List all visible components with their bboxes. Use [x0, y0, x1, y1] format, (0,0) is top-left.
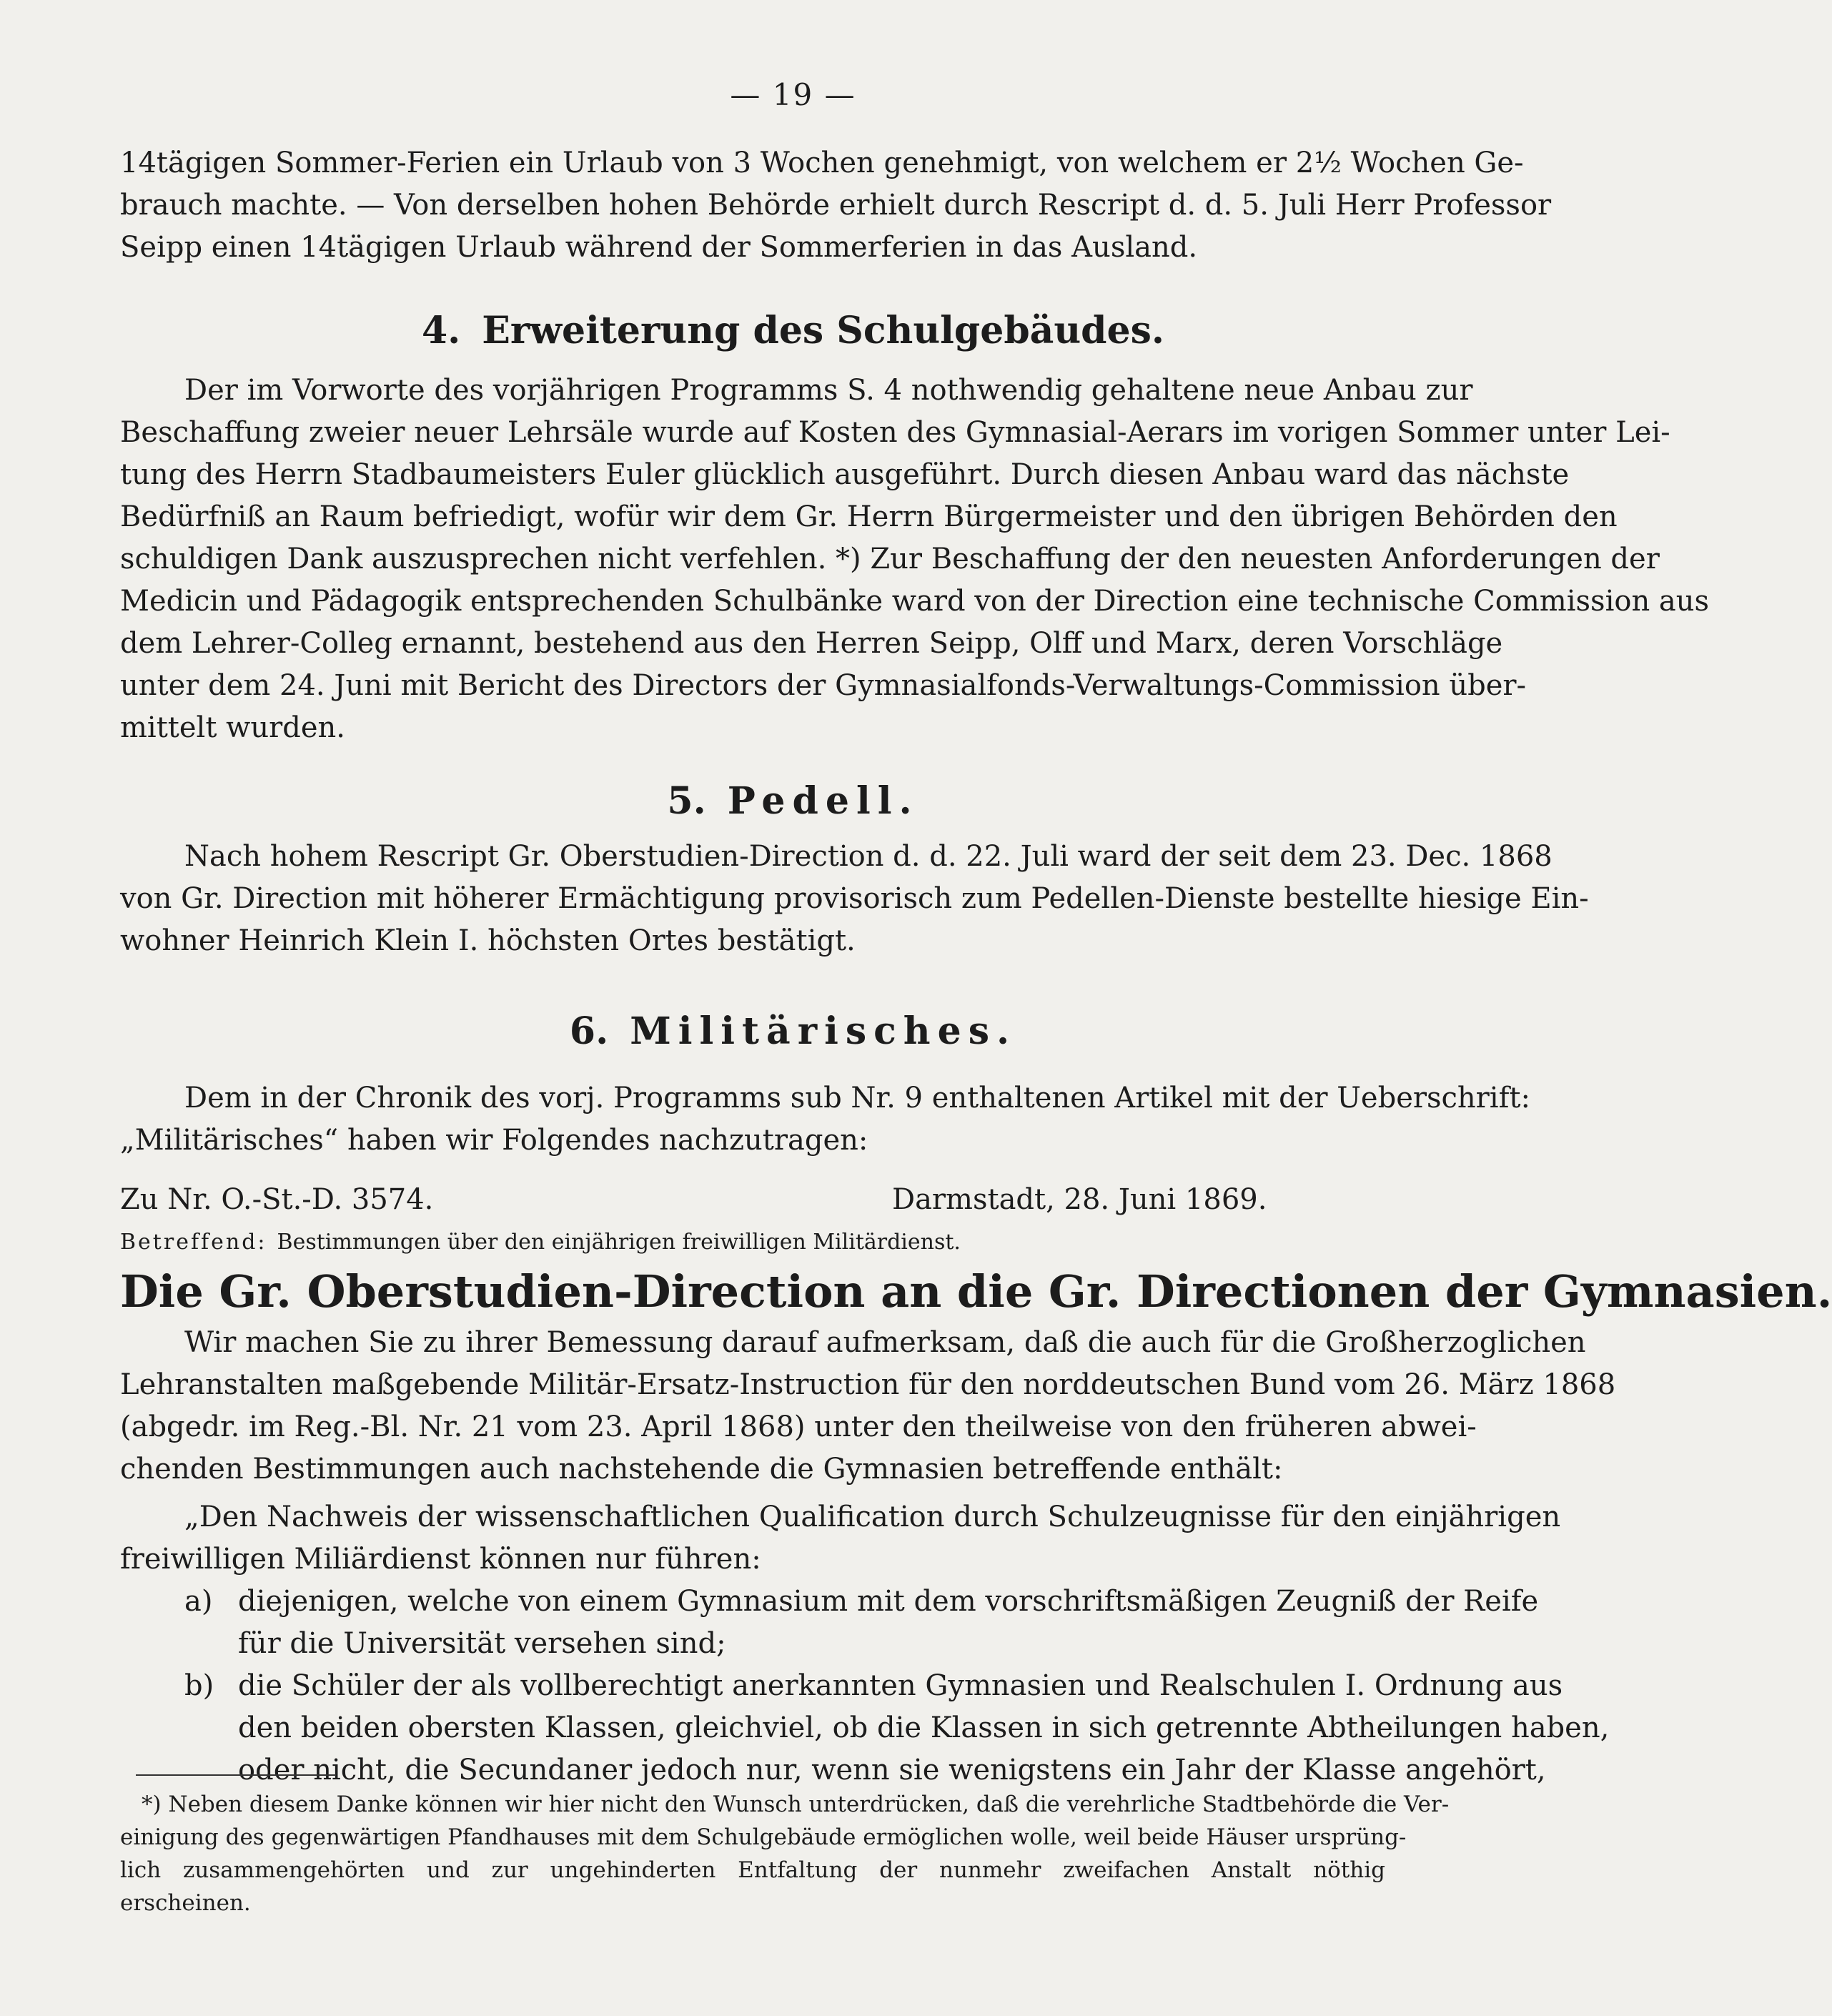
intro-line-2: brauch machte. — Von derselben hohen Behörde erhielt durch Rescript d. d. 5. Juli Herr Professor [120, 189, 1552, 222]
section-5-title: Pedell. [727, 779, 919, 823]
decree-quote-line-2: freiwilligen Miliärdienst können nur führen: [120, 1543, 761, 1576]
subject-line [120, 1227, 1385, 1258]
s4-line-9: mittelt wurden. [120, 711, 345, 744]
decree-line-4: chenden Bestimmungen auch nachstehende die Gymnasien betreffende enthält: [120, 1453, 1283, 1486]
item-a-line-1: diejenigen, welche von einem Gymnasium mit dem vorschriftsmäßigen Zeugniß der Reife [238, 1585, 1539, 1618]
item-b-line-3: oder nicht, die Secundaner jedoch nur, wenn sie wenigstens ein Jahr der Klasse angehört, [238, 1754, 1546, 1787]
section-4-heading [0, 309, 1586, 352]
section-6-heading [0, 1009, 1586, 1053]
section-4-number: 4. [421, 309, 461, 352]
s4-line-3: tung des Herrn Stadbaumeisters Euler glücklich ausgeführt. Durch diesen Anbau ward das nächste [120, 458, 1570, 491]
decree-line-1: Wir machen Sie zu ihrer Bemessung darauf aufmerksam, daß die auch für die Großherzoglichen [184, 1326, 1586, 1359]
decree-quote-line-1: „Den Nachweis der wissenschaftlichen Qualification durch Schulzeugnisse für den einjährigen [184, 1501, 1561, 1533]
s6-line-2: „Militärisches“ haben wir Folgendes nachzutragen: [120, 1124, 868, 1157]
section-4-title: Erweiterung des Schulgebäudes. [482, 309, 1165, 352]
s4-line-7: dem Lehrer-Colleg ernannt, bestehend aus den Herren Seipp, Olff und Marx, deren Vorschläge [120, 627, 1503, 660]
section-6-number: 6. [569, 1009, 609, 1053]
reference-number: Zu Nr. O.-St.-D. 3574. [120, 1183, 434, 1216]
s5-line-2: von Gr. Direction mit höherer Ermächtigung provisorisch zum Pedellen-Dienste bestellte hiesige Ein- [120, 882, 1589, 915]
item-b-label: b) [184, 1669, 214, 1702]
item-a-line-2: für die Universität versehen sind; [238, 1627, 726, 1660]
reference-line [120, 1180, 1385, 1220]
footnote-rule [136, 1774, 336, 1776]
decree-line-2: Lehranstalten maßgebende Militär-Ersatz-Instruction für den norddeutschen Bund vom 26. März 1868 [120, 1368, 1616, 1401]
footnote-line-2: einigung des gegenwärtigen Pfandhauses mit dem Schulgebäude ermöglichen wolle, weil beide Häuser ursprüng- [120, 1824, 1407, 1850]
s4-line-6: Medicin und Pädagogik entsprechenden Schulbänke ward von der Direction eine technische Commission aus [120, 585, 1710, 618]
footnote-line-1: *) Neben diesem Danke können wir hier nicht den Wunsch unterdrücken, daß die verehrliche Stadtbehörde die Ver- [142, 1792, 1450, 1817]
footnote-line-4: erscheinen. [120, 1890, 251, 1916]
s4-line-8: unter dem 24. Juni mit Bericht des Directors der Gymnasialfonds-Verwaltungs-Commission über- [120, 669, 1527, 702]
subject-label: Betreffend: [120, 1230, 267, 1255]
page-number: — 19 — [730, 77, 856, 112]
s4-line-5: schuldigen Dank auszusprechen nicht verfehlen. *) Zur Beschaffung der den neuesten Anforderungen der [120, 543, 1660, 575]
s5-line-1: Nach hohem Rescript Gr. Oberstudien-Direction d. d. 22. Juli ward der seit dem 23. Dec. 1868 [184, 840, 1553, 873]
item-b-line-2: den beiden obersten Klassen, gleichviel, ob die Klassen in sich getrennte Abtheilungen haben, [238, 1711, 1610, 1744]
intro-line-3: Seipp einen 14tägigen Urlaub während der Sommerferien in das Ausland. [120, 231, 1198, 264]
s4-line-4: Bedürfniß an Raum befriedigt, wofür wir dem Gr. Herrn Bürgermeister und den übrigen Behörden den [120, 500, 1618, 533]
s4-line-2: Beschaffung zweier neuer Lehrsäle wurde auf Kosten des Gymnasial-Aerars im vorigen Sommer unter Lei- [120, 416, 1670, 449]
decree-line-3: (abgedr. im Reg.-Bl. Nr. 21 vom 23. April 1868) unter den theilweise von den früheren abwei- [120, 1410, 1477, 1443]
item-a-label: a) [184, 1585, 213, 1618]
s5-line-3: wohner Heinrich Klein I. höchsten Ortes bestätigt. [120, 924, 856, 957]
section-5-heading [0, 779, 1586, 823]
reference-place-date: Darmstadt, 28. Juni 1869. [892, 1183, 1267, 1216]
subject-text: Bestimmungen über den einjährigen freiwilligen Militärdienst. [277, 1230, 961, 1255]
intro-line-1: 14tägigen Sommer-Ferien ein Urlaub von 3 Wochen genehmigt, von welchem er 2½ Wochen Ge- [120, 147, 1524, 179]
footnote-line-3: lich zusammengehörten und zur ungehinderten Entfaltung der nunmehr zweifachen Anstalt nöthig [120, 1857, 1385, 1883]
s4-line-1: Der im Vorworte des vorjährigen Programms S. 4 nothwendig gehaltene neue Anbau zur [184, 374, 1473, 407]
s6-line-1: Dem in der Chronik des vorj. Programms sub Nr. 9 enthaltenen Artikel mit der Ueberschrift: [184, 1082, 1530, 1115]
section-6-title: Militärisches. [630, 1009, 1017, 1053]
decree-title: Die Gr. Oberstudien-Direction an die Gr. Directionen der Gymnasien. [120, 1265, 1832, 1318]
item-b-line-1: die Schüler der als vollberechtigt anerkannten Gymnasien und Realschulen I. Ordnung aus [238, 1669, 1563, 1702]
section-5-number: 5. [667, 779, 706, 823]
